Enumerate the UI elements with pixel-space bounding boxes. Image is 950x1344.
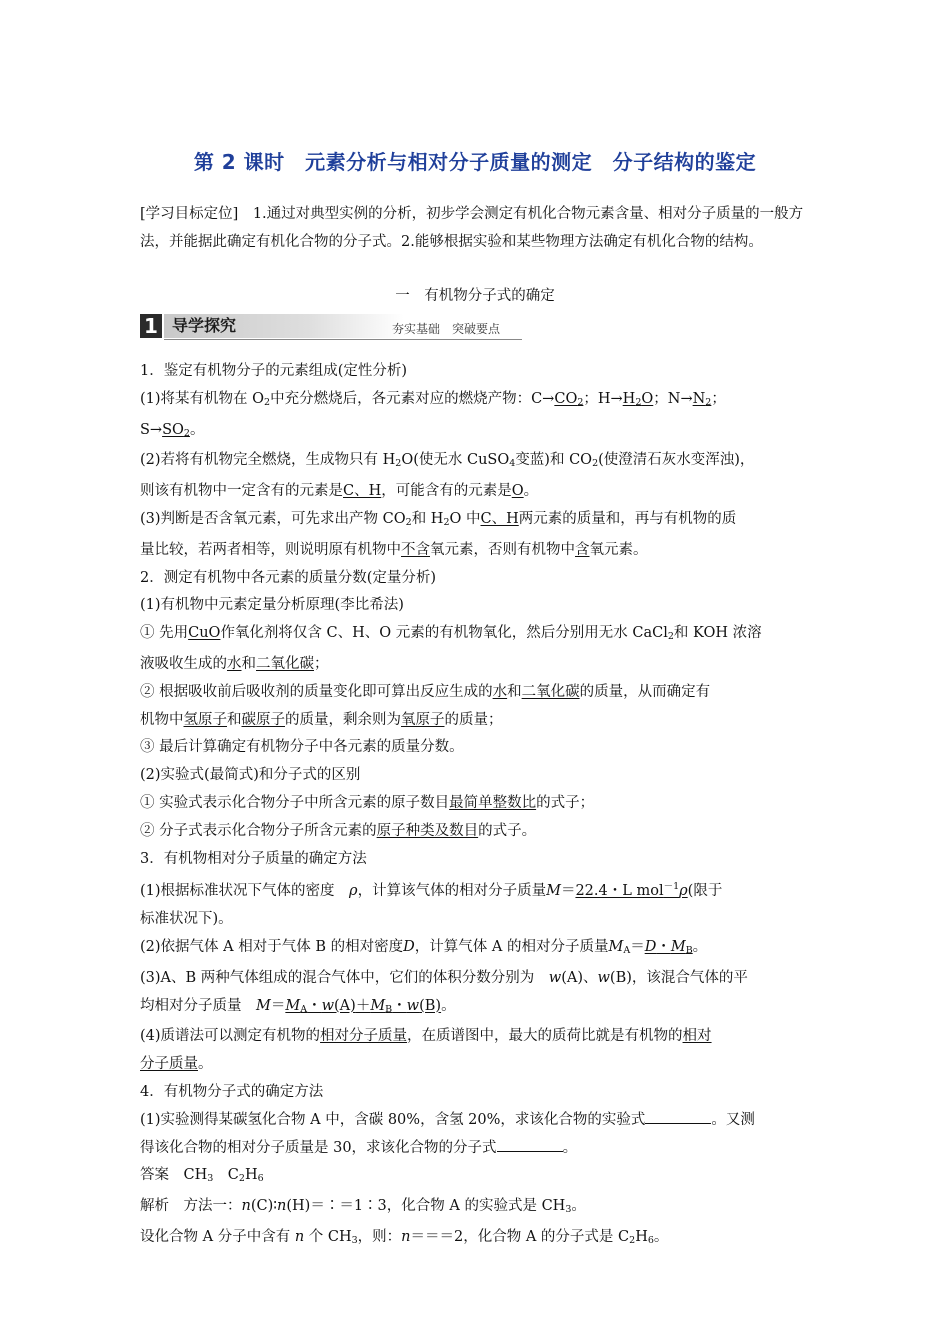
answer-co2-text: 二氧化碳 [256, 655, 314, 672]
paragraph-1-3: (3)判断是否含氧元素，可先求出产物 $CO_2$和 $H_2O$ 中C、H两元素的质量和，再与有机物的质 [140, 510, 737, 528]
blank-molecular-formula[interactable] [497, 1137, 563, 1152]
answer-h2o: $H_2O$ [622, 390, 654, 408]
question-4-1: (1)实验测得某碳氢化合物 A 中，含碳 80%，含氢 20%，求该化合物的实验式 。又测 [140, 1107, 816, 1135]
learning-objectives [140, 200, 812, 256]
answer-water-2: 水 [492, 683, 508, 700]
page-title: 第 2 课时 元素分析与相对分子质量的测定 分子结构的鉴定 [193, 150, 757, 174]
paragraph-3-2: (2)依据气体 A 相对于气体 B 的相对密度D，计算气体 A 的相对分子质量$M_A=D$・$M_B$。 [140, 938, 708, 956]
paragraph-3-3b: 均相对分子质量 $M=M_A$・$w(A)+M_B$・w(B)。 [140, 997, 456, 1015]
answer-relative-mass: 相对分子质量 [320, 1028, 408, 1045]
heading-3: 3．有机物相对分子质量的确定方法 [140, 850, 367, 867]
heading-1: 1．鉴定有机物分子的元素组成(定性分析) [140, 363, 408, 379]
answer-o: O [511, 483, 524, 500]
paragraph-1-2: (2)若将有机物完全燃烧，生成物只有 $H_2O$(使无水 CuSO$_4$变蓝)和 $CO_2$(使澄清石灰水变浑浊)， [140, 452, 755, 470]
paragraph-3-4b: 分子质量。 [140, 1056, 213, 1073]
answer-molar-volume: 22.4・L mol$^{-1}$ρ [575, 881, 688, 900]
section-title: 一 有机物分子式的确定 [395, 288, 555, 304]
paragraph-1-2b: 则该有机物中一定含有的元素是C、H，可能含有的元素是O。 [140, 483, 539, 500]
paragraph-3-3: (3)A、B 两种气体组成的混合气体中，它们的体积分数分别为 w(A)、w(B)，该混合气体的平 [140, 969, 748, 986]
solution-line-1: 解析 方法一：n(C)∶n(H)＝∶＝1∶3，化合物 A 的实验式是 $CH_3$。 [140, 1198, 586, 1216]
heading-2: 2．测定有机物中各元素的质量分数(定量分析) [140, 569, 437, 586]
answer-so2: $SO_2$ [162, 421, 190, 439]
answer-atom-types: 原子种类及数目 [376, 822, 479, 839]
paragraph-1-3b: 量比较，若两者相等，则说明原有机物中不含氧元素，否则有机物中含氧元素。 [140, 541, 648, 558]
banner-name: 导学探究 [172, 316, 237, 335]
answer-simplest-ratio: 最简单整数比 [449, 794, 537, 811]
paragraph-3-1b: 标准状况下)。 [140, 911, 233, 928]
answer-relative-density: D・$M_B$ [644, 938, 693, 956]
banner-rule [164, 339, 522, 340]
banner-subtitle: 夯实基础 突破要点 [392, 322, 501, 336]
content-body [140, 358, 816, 1255]
answer-cuo: CuO [188, 625, 221, 642]
paragraph-1-1: (1)将某有机物在 $O_2$中充分燃烧后，各元素对应的燃烧产物：$C\to CO_2$；$H\to H_2O$；$N\to N_2$； [140, 390, 726, 408]
objectives-label: [学习目标定位] [140, 206, 239, 222]
answer-h-atom: 氢原子 [183, 711, 227, 728]
answer-ch-2: C、H [480, 510, 519, 527]
answer-co2-text-2: 二氧化碳 [521, 683, 580, 700]
banner-number: 1 [140, 314, 162, 338]
answer-line: 答案 $CH_3$ $C_2H_6$ [140, 1167, 264, 1185]
answer-average-mass: $M_A$・$w(A)+M_B$・w(B) [285, 997, 442, 1015]
subheading-2-2: (2)实验式(最简式)和分子式的区别 [140, 767, 361, 784]
blank-empirical-formula[interactable] [645, 1109, 711, 1124]
answer-relative-mass-2b: 分子质量 [140, 1056, 198, 1073]
paragraph-2-4: ① 实验式表示化合物分子中所含元素的原子数目最简单整数比的式子； [140, 794, 595, 811]
heading-4: 4．有机物分子式的确定方法 [140, 1083, 324, 1100]
paragraph-2-2: ② 根据吸收前后吸收剂的质量变化即可算出反应生成的水和二氧化碳的质量，从而确定有 [140, 683, 711, 700]
answer-co2: $CO_2$ [554, 390, 584, 408]
answer-ch: C、H [343, 483, 382, 500]
answer-o-atom: 氧原子 [401, 711, 445, 728]
section-banner [140, 312, 522, 340]
paragraph-2-3: ③ 最后计算确定有机物分子中各元素的质量分数。 [140, 739, 464, 756]
solution-line-2: 设化合物 A 分子中含有 n 个 $CH_3$，则：n＝＝＝2，化合物 A 的分子式是 $C_2H_6$。 [140, 1228, 669, 1246]
question-4-1b: 得该化合物的相对分子质量是 30，求该化合物的分子式 。 [140, 1135, 816, 1163]
paragraph-2-2b: 机物中氢原子和碳原子的质量，剩余则为氧原子的质量； [140, 711, 503, 728]
objectives-text: 1.通过对典型实例的分析，初步学会测定有机化合物元素含量、相对分子质量的一般方法，并能据此确定有机化合物的分子式。2.能够根据实验和某些物理方法确定有机化合物的结构。 [140, 206, 804, 250]
subheading-2-1: (1)有机物中元素定量分析原理(李比希法) [140, 597, 404, 614]
answer-c-atom: 碳原子 [241, 711, 285, 728]
paragraph-2-1b: 液吸收生成的水和二氧化碳； [140, 655, 329, 672]
paragraph-2-1: ① 先用CuO作氧化剂将仅含 C、H、O 元素的有机物氧化，然后分别用无水 CaCl$_2$和 KOH 浓溶 [140, 625, 762, 643]
paragraph-3-1: (1)根据标准状况下气体的密度 ρ，计算该气体的相对分子质量M＝22.4・L mol$^{-1}$ρ(限于 [140, 881, 723, 900]
answer-contain: 含 [575, 541, 590, 558]
answer-not-contain: 不含 [401, 541, 430, 558]
answer-n2: $N_2$ [692, 390, 712, 408]
answer-relative-mass-2a: 相对 [682, 1028, 712, 1045]
answer-water: 水 [227, 655, 242, 672]
paragraph-3-4: (4)质谱法可以测定有机物的相对分子质量，在质谱图中，最大的质荷比就是有机物的相对 [140, 1028, 712, 1045]
paragraph-1-1b: $S\to SO_2$。 [140, 421, 205, 439]
paragraph-2-5: ② 分子式表示化合物分子所含元素的原子种类及数目的式子。 [140, 822, 537, 839]
